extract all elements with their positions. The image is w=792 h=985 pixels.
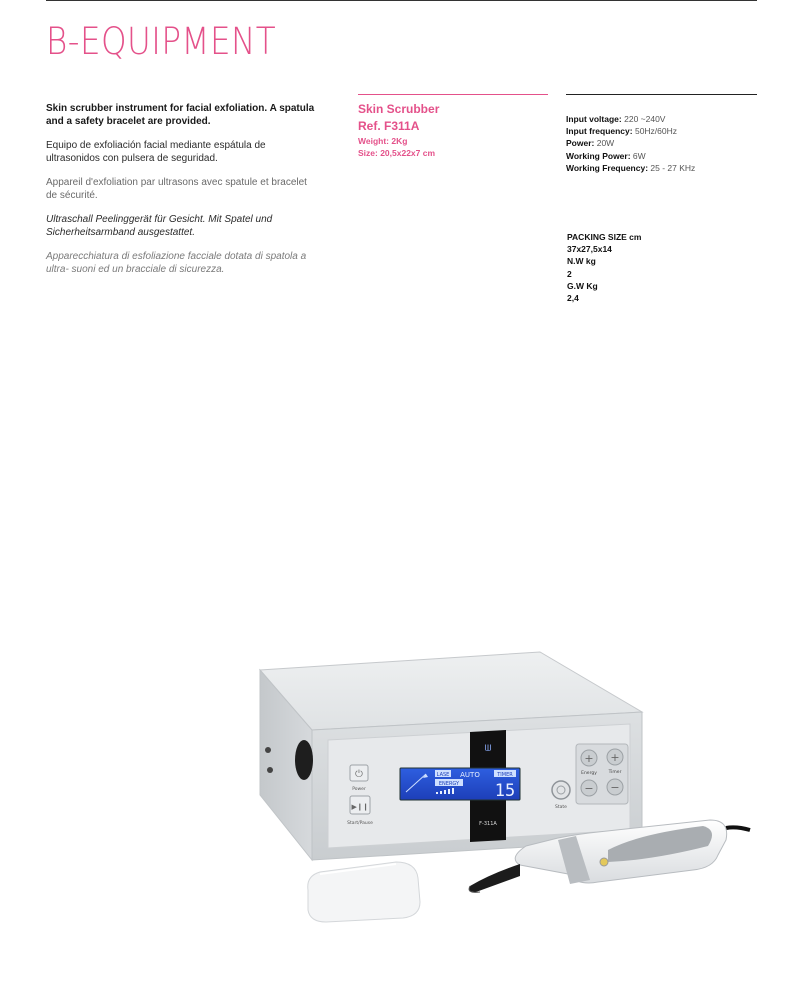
model-label: F-311A xyxy=(479,821,497,827)
minus-icon: − xyxy=(610,781,620,794)
description-en: Skin scrubber instrument for facial exfoliation. A spatula and a safety bracelet are provided. xyxy=(46,103,315,127)
product-weight: Weight: 2Kg xyxy=(358,136,408,146)
product-ref: Ref. F311A xyxy=(358,119,420,133)
spec-value: 20W xyxy=(596,138,615,149)
description-block xyxy=(46,102,316,287)
lcd-timer-value: 15 xyxy=(494,781,516,801)
lcd-mode-value: AUTO xyxy=(460,771,480,779)
gross-weight-value: 2,4 xyxy=(567,293,579,304)
technical-specs xyxy=(566,94,757,174)
timer-label: Timer xyxy=(608,770,622,775)
product-size: Size: 20,5x22x7 cm xyxy=(358,148,436,158)
state-knob[interactable] xyxy=(552,781,570,799)
spec-row xyxy=(566,162,757,174)
play-pause-icon: ▶❙❙ xyxy=(351,803,369,811)
spec-value: 220 ~240V xyxy=(624,114,666,124)
spec-label: Input voltage: xyxy=(566,114,622,124)
spec-value: 50Hz/60Hz xyxy=(634,126,678,137)
spec-row xyxy=(566,150,757,162)
plus-icon: + xyxy=(584,752,594,765)
indicator-light-icon xyxy=(600,858,608,866)
power-icon: ⏻ xyxy=(355,769,363,780)
spec-label: Working Frequency: xyxy=(566,162,649,173)
spec-row xyxy=(566,125,757,137)
lcd-mode-tag: LASE xyxy=(436,772,450,778)
spatula-blade-icon xyxy=(469,864,520,892)
gross-weight-label: G.W Kg xyxy=(567,280,598,291)
packing-info xyxy=(567,231,757,304)
lcd-timer-tag: TIMER xyxy=(497,772,513,778)
net-weight-value: 2 xyxy=(567,268,572,279)
side-port-icon xyxy=(295,740,313,780)
power-label: Power xyxy=(352,787,366,792)
packing-header: PACKING SIZE cm xyxy=(567,232,642,242)
spec-value: 25 - 27 KHz xyxy=(650,162,696,173)
state-label: State xyxy=(555,805,567,810)
product-name: Skin Scrubber xyxy=(358,102,440,116)
product-info xyxy=(358,94,548,159)
minus-icon: − xyxy=(584,782,594,795)
spec-label: Working Power: xyxy=(566,150,631,161)
screw-icon xyxy=(265,747,271,753)
net-weight-label: N.W kg xyxy=(567,256,596,267)
safety-bracelet xyxy=(308,862,420,922)
spec-row xyxy=(566,113,757,125)
top-rule xyxy=(46,0,757,1)
brand-logo-icon: ᗯ xyxy=(484,744,492,754)
lcd-energy-tag: ENERGY xyxy=(438,781,460,787)
spec-label: Input frequency: xyxy=(566,126,633,137)
plus-icon: + xyxy=(610,751,620,764)
spec-label: Power: xyxy=(566,138,595,149)
energy-label: Energy xyxy=(581,771,597,776)
spec-row xyxy=(566,137,757,149)
description-es: Equipo de exfoliación facial mediante espátula de ultrasonidos con pulsera de seguridad. xyxy=(46,140,266,164)
description-de: Ultraschall Peelinggerät für Gesicht. Mit Spatel und Sicherheitsarmband ausgestattet. xyxy=(46,214,273,238)
packing-size: 37x27,5x14 xyxy=(567,244,612,255)
start-pause-label: Start/Pause xyxy=(347,821,373,826)
description-it: Apparecchiatura di esfoliazione facciale dotata di spatola a ultra- suoni ed un bracciale di sicurezza. xyxy=(46,251,307,275)
description-fr: Appareil d'exfoliation par ultrasons avec spatule et bracelet de sécurité. xyxy=(46,177,307,201)
cable-icon xyxy=(726,827,750,830)
product-photo xyxy=(258,650,758,930)
screw-icon xyxy=(267,767,273,773)
spec-value: 6W xyxy=(632,150,646,161)
page-title: B-EQUIPMENT xyxy=(46,20,277,63)
